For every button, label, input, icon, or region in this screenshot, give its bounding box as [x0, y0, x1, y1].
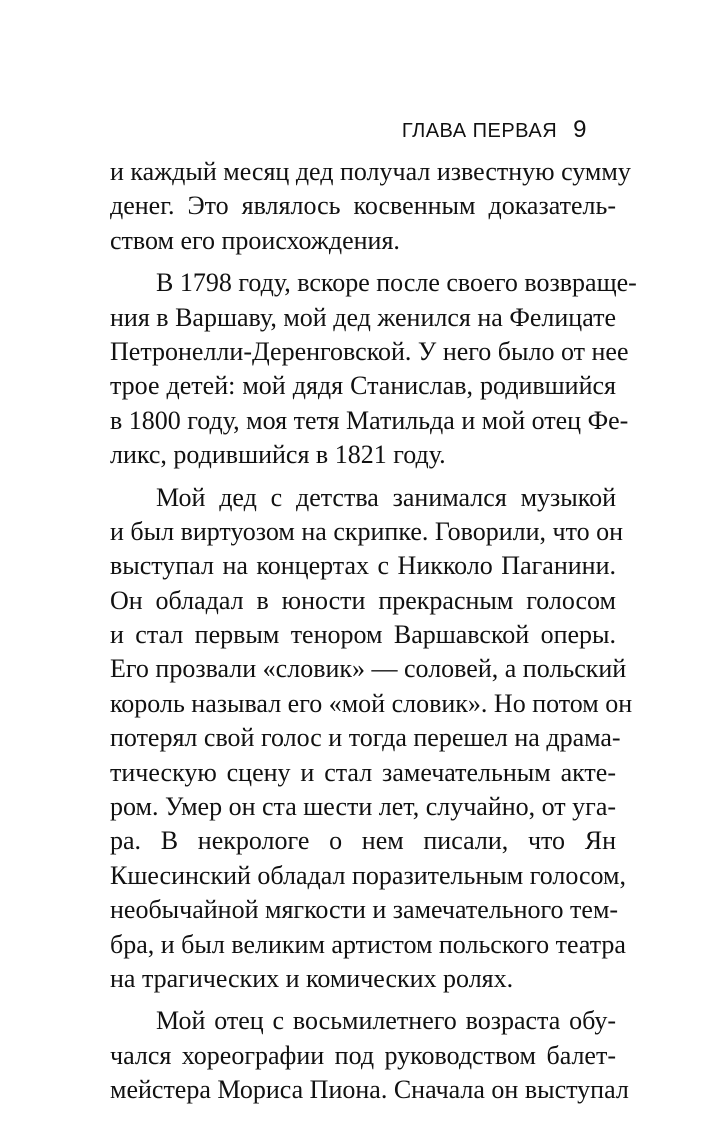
page-number: 9 — [573, 116, 587, 143]
text-line: король называл его «мой словик». Но потом он — [110, 688, 633, 718]
text-line: ством его происхождения. — [110, 225, 400, 255]
text-line: потерял свой голос и тогда перешел на драма- — [110, 723, 621, 753]
text-line: в 1800 году, моя тетя Матильда и мой отец Фе- — [110, 405, 629, 435]
paragraph-3 — [110, 481, 633, 997]
text-line: Петронелли-Деренговской. У него было от нее — [110, 336, 629, 366]
text-line: выступал на концертах с Никколо Паганини. — [110, 551, 616, 581]
text-line: тическую сцену и стал замечательным акте- — [110, 757, 616, 787]
body-text — [110, 155, 637, 1116]
text-line: Кшесинский обладал поразительным голосом, — [110, 860, 626, 890]
text-line: и стал первым тенором Варшавской оперы. — [110, 620, 616, 650]
paragraph-4 — [110, 1004, 629, 1107]
text-line: и каждый месяц дед получал известную сумму — [110, 157, 631, 186]
chapter-title: ГЛАВА ПЕРВАЯ — [401, 120, 558, 142]
text-line: трое детей: мой дядя Станислав, родившийся — [110, 371, 616, 401]
text-line: денег. Это являлось косвенным доказатель- — [110, 191, 616, 221]
text-line: чался хореографии под руководством балет- — [110, 1040, 616, 1070]
paragraph-1 — [110, 155, 631, 258]
text-line: необычайной мягкости и замечательного тем- — [110, 895, 619, 925]
text-line: ния в Варшаву, мой дед женился на Фелицате — [110, 302, 616, 332]
text-line: ра. В некрологе о нем писали, что Ян — [110, 826, 616, 856]
text-line: мейстера Мориса Пиона. Сначала он выступал — [110, 1075, 629, 1105]
text-line: ром. Умер он ста шести лет, случайно, от уга- — [110, 792, 617, 822]
text-line: ликс, родившийся в 1821 году. — [110, 440, 446, 470]
text-line: бра, и был великим артистом польского театра — [110, 929, 626, 959]
running-header — [402, 116, 587, 145]
text-line: Мой дед с детства занимался музыкой — [156, 482, 616, 512]
text-line: Он обладал в юности прекрасным голосом — [110, 585, 616, 615]
text-line: Мой отец с восьмилетнего возраста обу- — [156, 1006, 616, 1036]
text-line: Его прозвали «словик» — соловей, а польский — [110, 654, 627, 684]
text-line: на трагических и комических ролях. — [110, 963, 514, 993]
text-line: и был виртуозом на скрипке. Говорили, что он — [110, 516, 624, 546]
paragraph-2 — [110, 266, 637, 472]
text-line: В 1798 году, вскоре после своего возвраще- — [156, 268, 637, 298]
